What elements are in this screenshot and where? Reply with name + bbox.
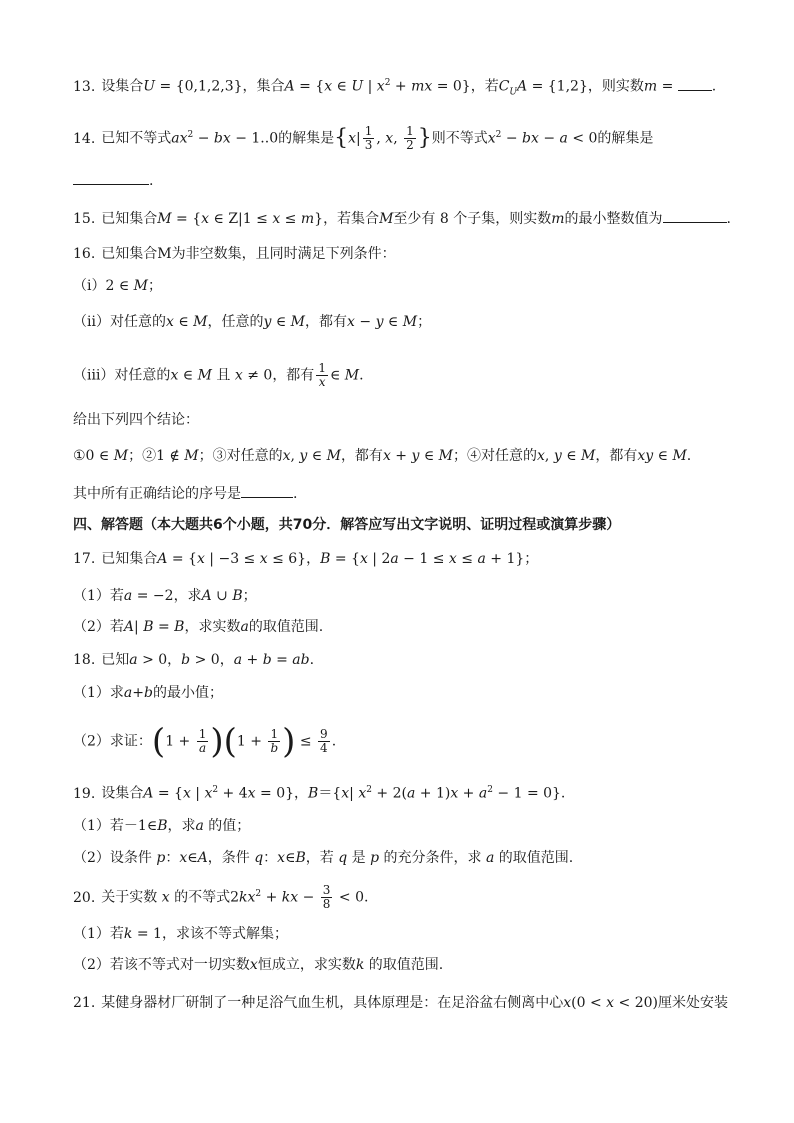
question-14: 14. 已知不等式$ax^2$ − bx − 1..0的解集是{x| $\frac{1}{3}$ , x, $\frac{1}{2}$ }则不等式$x^2$ − bx − a < 0的解集是 (73, 124, 654, 153)
question-19-part-1: （1）若－1∈B，求a 的值； (73, 818, 251, 834)
question-18-part-2: （2）求证：(1 + $\frac{1}{a}$ )(1 + $\frac{1}{b}$ ) ≤ $\frac{9}{4}$ . (73, 721, 337, 762)
question-13: 13. 设集合U = {0,1,2,3}，集合A = {x ∈ U | $x^2$ + mx = 0}，若$C_UA = \{1,2\}$，则实数m = . (73, 73, 734, 102)
question-16-given: 给出下列四个结论： (73, 412, 199, 428)
question-number: 13. (73, 78, 96, 95)
question-number: 15. (73, 211, 96, 227)
question-number: 20. (73, 889, 96, 906)
question-16-condition-iii: （ⅲ）对任意的x ∈ M 且 x ≠ 0，都有 $\frac{1}{x}$ ∈ M. (73, 361, 364, 389)
question-17: 17. 已知集合A = {x | −3 ≤ x ≤ 6}，B = {x | 2a − 1 ≤ x ≤ a + 1}； (73, 551, 539, 567)
question-20-part-1: （1）若k = 1，求该不等式解集； (73, 926, 288, 942)
question-18-part-1: （1）求a+b的最小值； (73, 685, 223, 701)
question-number: 21. (73, 995, 96, 1011)
question-21: 21. 某健身器材厂研制了一种足浴气血生机，具体原理是：在足浴盆右侧离中心x(0 < x < 20)厘米处安装 (73, 995, 728, 1011)
question-number: 16. (73, 246, 96, 262)
question-19-part-2: （2）设条件 p：x∈A，条件 q：x∈B，若 q 是 p 的充分条件，求 a 的取值范围. (73, 850, 574, 866)
question-17-part-1: （1）若a = −2，求A ∪ B； (73, 588, 257, 604)
question-20-part-2: （2）若该不等式对一切实数x恒成立，求实数k 的取值范围. (73, 957, 444, 973)
question-number: 18. (73, 652, 96, 668)
section-4-heading: 四、解答题（本大题共6个小题，共70分．解答应写出文字说明、证明过程或演算步骤） (73, 517, 621, 533)
question-17-part-2: （2）若A| B = B，求实数a的取值范围. (73, 619, 324, 635)
question-20: 20. 关于实数 x 的不等式$2kx^2$ + kx − $\frac{3}{8}$ < 0. (73, 883, 369, 912)
question-number: 17. (73, 551, 96, 567)
question-16-condition-i: （ⅰ）2 ∈ M； (73, 278, 162, 294)
question-14-answer-blank: . (73, 170, 734, 191)
question-19: 19. 设集合A = {x | $x^2 + 4x = 0$}，B＝{x| $x^2 + 2(a + 1)x + a^2 - 1 = 0$}. (73, 785, 566, 802)
question-15: 15. 已知集合M = {x ∈ Z|1 ≤ x ≤ m}，若集合M至少有 8 个子集，则实数m的最小整数值为 . (73, 208, 734, 229)
question-16: 16. 已知集合M为非空数集，且同时满足下列条件： (73, 246, 396, 262)
question-16-condition-ii: （ⅱ）对任意的x ∈ M，任意的y ∈ M，都有x − y ∈ M； (73, 314, 432, 330)
question-number: 19. (73, 785, 96, 802)
question-18: 18. 已知a > 0，b > 0，a + b = ab. (73, 652, 315, 668)
question-16-conclusions: ①0 ∈ M；②1 ∉ M；③对任意的x, y ∈ M，都有x + y ∈ M；④对任意的x, y ∈ M，都有xy ∈ M. (73, 448, 692, 464)
question-number: 14. (73, 130, 96, 147)
question-16-answer: 其中所有正确结论的序号是 . (73, 483, 734, 504)
